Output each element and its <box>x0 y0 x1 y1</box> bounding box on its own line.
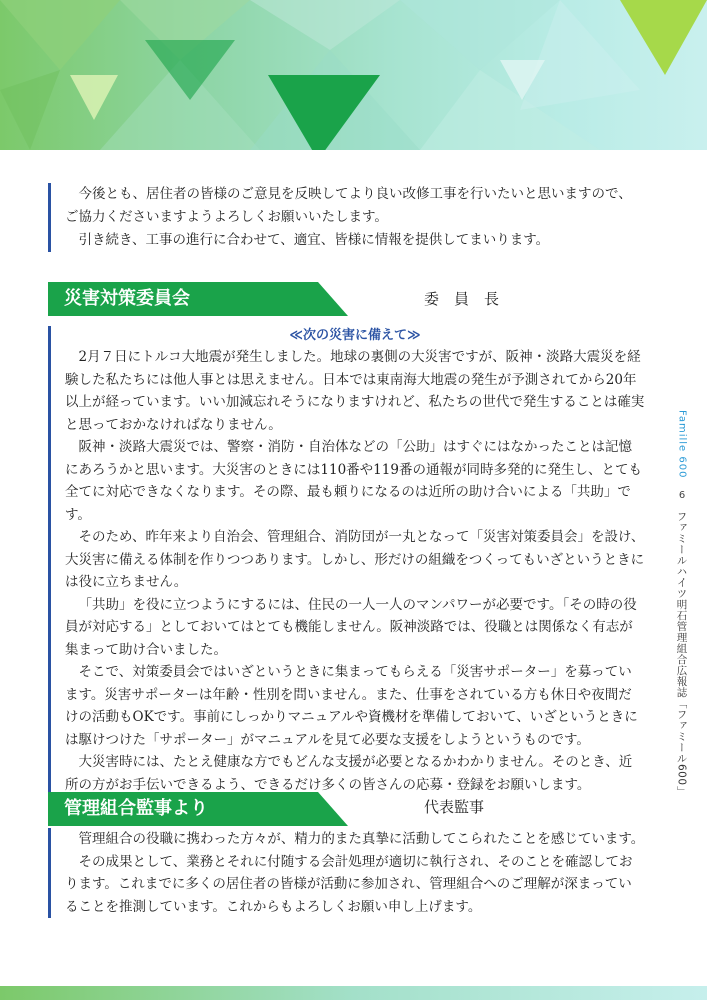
section-body-auditor <box>48 828 645 918</box>
body-paragraph: 大災害時には、たとえ健康な方でもどんな支援が必要となるかわかりません。そのとき、近所の方がお手伝いできるよう、できるだけ多くの皆さんの応募・登録をお願いします。 <box>65 754 633 793</box>
body-paragraph: そのため、昨年来より自治会、管理組合、消防団が一丸となって「災害対策委員会」を設け、大災害に備える体制を作りつつあります。しかし、形だけの組織をつくってもいざというときには役に立ちません。 <box>65 529 645 590</box>
header-pattern <box>0 0 707 150</box>
body-paragraph: 管理組合の役職に携わった方々が、精力的また真摯に活動してこられたことを感じています。 <box>78 831 645 847</box>
intro-paragraph: 引き続き、工事の進行に合わせて、適宜、皆様に情報を提供してまいります。 <box>78 232 550 248</box>
magazine-title: ファミールハイツ明石管理組合広報誌「ファミール600」 <box>675 511 688 798</box>
section-title: 管理組合監事より <box>64 798 208 819</box>
section-body-disaster <box>48 326 645 796</box>
side-label <box>672 410 692 797</box>
section-header-disaster <box>48 282 358 316</box>
section-author: 代表監事 <box>424 798 485 816</box>
lime-triangle <box>620 0 707 75</box>
page-number: 6 <box>678 490 686 502</box>
sub-heading: ≪次の災害に備えて≫ <box>289 328 421 343</box>
section-header-auditor <box>48 792 358 826</box>
body-paragraph: 阪神・淡路大震災では、警察・消防・自治体などの「公助」はすぐにはなかったことは記憶にあろうかと思います。大災害のときには110番や119番の通報が同時多発的に発生し、とても全てに対応できなくなります。その際、最も頼りになるのは近所の助け合いによる「共助」です。 <box>65 439 642 523</box>
intro-block <box>48 183 645 252</box>
body-paragraph: 2月７日にトルコ大地震が発生しました。地球の裏側の大災害ですが、阪神・淡路大震災を経験した私たちには他人事とは思えません。日本では東南海大地震の発生が予測されてから20年以上が経っています。いい加減忘れそうになりますけれど、私たちの世代で発生することは確実と思っておかなければなりません。 <box>65 349 645 433</box>
body-paragraph: その成果として、業務とそれに付随する会計処理が適切に執行され、そのことを確認しております。これまでに多くの居住者の皆様が活動に参加され、管理組合へのご理解が深まっていることを推測しています。これからもよろしくお願い申し上げます。 <box>65 853 633 915</box>
body-paragraph: そこで、対策委員会ではいざというときに集まってもらえる「災害サポーター」を募っています。災害サポーターは年齢・性別を問いません。また、仕事をされている方も休日や夜間だけの活動もOKです。事前にしっかりマニュアルや資機材を準備しておいて、いざというときには駆けつけた「サポーター」がマニュアルを見て必要な支援をしようというものです。 <box>65 664 638 748</box>
section-title: 災害対策委員会 <box>64 288 190 309</box>
magazine-name: Famille 600 <box>676 410 688 479</box>
footer-band <box>0 986 707 1000</box>
body-paragraph: 「共助」を役に立つようにするには、住民の一人一人のマンパワーが必要です。「その時の役員が対応する」としておいてはとても機能しません。阪神淡路では、役職とは関係なく有志が集まって助け合いました。 <box>65 596 637 658</box>
intro-paragraph: 今後とも、居住者の皆様のご意見を反映してより良い改修工事を行いたいと思いますので、ご協力くださいますようよろしくお願いいたします。 <box>65 186 632 225</box>
header-banner <box>0 0 707 150</box>
section-author: 委 員 長 <box>424 290 500 308</box>
